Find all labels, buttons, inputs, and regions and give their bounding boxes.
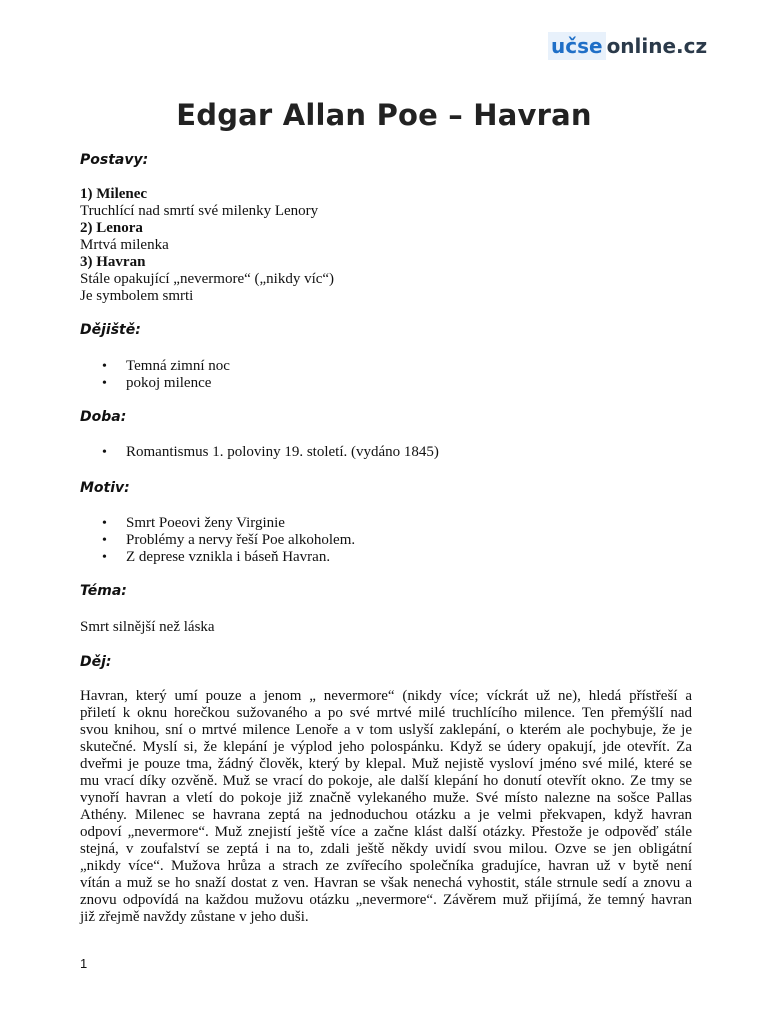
paragraph-line: již zřejmě navždy zůstane v jeho duši. <box>80 909 309 925</box>
motiv-list <box>80 515 355 566</box>
postava-2-label: 2) Lenora <box>80 220 143 236</box>
list-item: • Z deprese vznikla i báseň Havran. <box>80 549 355 566</box>
postava-1-desc: Truchlící nad smrtí své milenky Lenory <box>80 203 319 219</box>
heading-motiv: Motiv: <box>80 480 130 496</box>
logo-part-1: učse <box>548 32 606 60</box>
paragraph-line: „nikdy více“. Mužova hrůza a strach ze zvířecího společníka gradujíce, havran už v bytě není <box>80 858 692 874</box>
postava-3-desc-2: Je symbolem smrti <box>80 288 194 304</box>
paragraph-line: skutečné. Myslí si, že klepání je výplod jeho polospánku. Když se údery opakují, jde otevřít. Za <box>80 739 692 755</box>
page-number: 1 <box>80 956 88 971</box>
list-item: • Problémy a nervy řeší Poe alkoholem. <box>80 532 355 549</box>
logo-part-2: online.cz <box>606 34 708 58</box>
paragraph-line: odpoví „nevermore“. Muž znejistí ještě více a začne klást další otázky. Přestože je odpověď stále <box>80 824 692 840</box>
list-item: • pokoj milence <box>80 375 230 392</box>
paragraph-line: vynoří havran a vletí do pokoje již značně vylekaného muže. Své místo nalezne na sošce Pallas <box>80 790 692 806</box>
dejiste-list <box>80 358 230 392</box>
postava-3-label: 3) Havran <box>80 254 146 270</box>
dej-paragraph <box>80 688 692 926</box>
paragraph-line: znovu odpovídá na každou mužovu otázku „nevermore“. Závěrem muž přijímá, že temný havran <box>80 892 692 908</box>
doba-list <box>80 444 439 461</box>
list-item: • Romantismus 1. poloviny 19. století. (vydáno 1845) <box>80 444 439 461</box>
list-item: • Smrt Poeovi ženy Virginie <box>80 515 355 532</box>
postava-2-desc: Mrtvá milenka <box>80 237 169 253</box>
paragraph-line: Havran, který umí pouze a jenom „ nevermore“ (nikdy více; víckrát už ne), hledá přístřeší a <box>80 688 692 704</box>
heading-dej: Děj: <box>80 654 112 670</box>
paragraph-line: vítán a muž se ho snaží dostat z ven. Havran se však nenechá vyhostit, stále strnule sedí a znovu a <box>80 875 692 891</box>
list-item: • Temná zimní noc <box>80 358 230 375</box>
heading-dejiste: Dějiště: <box>80 322 141 338</box>
paragraph-line: Athény. Milenec se havrana zeptá na jednoduchou otázku a je velmi překvapen, když havran <box>80 807 692 823</box>
heading-doba: Doba: <box>80 409 127 425</box>
postava-3-desc: Stále opakující „nevermore“ („nikdy víc“) <box>80 271 335 287</box>
page-title: Edgar Allan Poe – Havran <box>176 98 592 132</box>
paragraph-line: dveřmi je pouze tma, žádný člověk, který by klepal. Muž nejistě vysloví jméno své milé, které se <box>80 756 692 772</box>
heading-postavy: Postavy: <box>80 152 149 168</box>
paragraph-line: stejná, v zoufalství se zeptá i na to, zdali ještě někdy uvidí svou milou. Ozve se jen obligátní <box>80 841 692 857</box>
site-logo[interactable] <box>548 32 707 60</box>
postava-1-label: 1) Milenec <box>80 186 148 202</box>
paragraph-line: přiletí k oknu horečkou sužovaného a po své mrtvé milé truchlícího milence. Ten přemýšlí nad <box>80 705 692 721</box>
tema-text: Smrt silnější než láska <box>80 619 215 635</box>
paragraph-line: mu vrací díky ozvěně. Muž se vrací do pokoje, ale další klepání ho donutí otevřít okno. Ze tmy se <box>80 773 692 789</box>
heading-tema: Téma: <box>80 583 127 599</box>
paragraph-line: svou knihou, sní o mrtvé milence Lenoře a v tom uslyší zaklepání, o kterém ale pochybuje, že je <box>80 722 692 738</box>
